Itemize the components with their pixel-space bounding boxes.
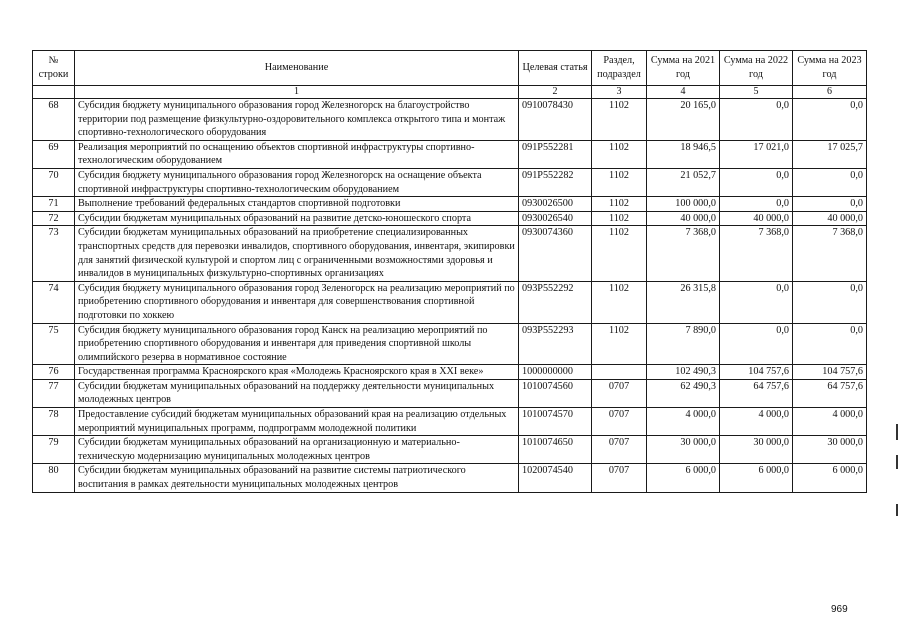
table-row: [33, 408, 867, 436]
scan-edge-mark: [896, 455, 898, 469]
row-sum-2021: 102 490,3: [647, 365, 720, 380]
row-section: 1102: [592, 281, 647, 323]
header-sum-2022: Сумма на 2022 год: [720, 51, 793, 86]
header-target-code: Целевая статья: [519, 51, 592, 86]
row-section: 1102: [592, 99, 647, 141]
row-section: [592, 365, 647, 380]
row-name: Субсидии бюджетам муниципальных образований на приобретение специализированных транспортных средств для перевозки инвалидов, спортивного оборудования, инвентаря, экипировки для занятий физической культурой и спортом лиц с ограниченными возможностями здоровья и инвалидов в муниципальных физкультурно-спортивных организациях: [75, 226, 519, 281]
row-section: 1102: [592, 197, 647, 212]
table-row: [33, 281, 867, 323]
row-sum-2021: 62 490,3: [647, 379, 720, 407]
row-name: Субсидии бюджетам муниципальных образований на развитие системы патриотического воспитания в рамках деятельности муниципальных молодежных центров: [75, 464, 519, 492]
table-row: [33, 211, 867, 226]
row-sum-2023: 0,0: [793, 281, 867, 323]
row-sum-2023: 4 000,0: [793, 408, 867, 436]
row-sum-2021: 26 315,8: [647, 281, 720, 323]
row-sum-2022: 0,0: [720, 99, 793, 141]
row-target-code: 0910078430: [519, 99, 592, 141]
row-target-code: 1010074570: [519, 408, 592, 436]
row-number: 69: [33, 140, 75, 168]
row-section: 1102: [592, 211, 647, 226]
table-body: [33, 99, 867, 493]
table-row: [33, 140, 867, 168]
row-sum-2021: 20 165,0: [647, 99, 720, 141]
table-row: [33, 168, 867, 196]
table-row: [33, 323, 867, 365]
column-number: 3: [592, 86, 647, 99]
row-sum-2023: 6 000,0: [793, 464, 867, 492]
row-section: 0707: [592, 379, 647, 407]
row-sum-2021: 40 000,0: [647, 211, 720, 226]
row-section: 1102: [592, 226, 647, 281]
row-section: 0707: [592, 464, 647, 492]
table-row: [33, 99, 867, 141]
row-target-code: 093P552293: [519, 323, 592, 365]
row-target-code: 1010074650: [519, 436, 592, 464]
row-target-code: 091P552281: [519, 140, 592, 168]
row-number: 71: [33, 197, 75, 212]
row-section: 1102: [592, 168, 647, 196]
column-number: 6: [793, 86, 867, 99]
table-row: [33, 436, 867, 464]
row-section: 0707: [592, 436, 647, 464]
table-header-row: [33, 51, 867, 86]
table-row: [33, 226, 867, 281]
row-target-code: 0930074360: [519, 226, 592, 281]
row-sum-2023: 0,0: [793, 99, 867, 141]
row-sum-2023: 104 757,6: [793, 365, 867, 380]
row-target-code: 093P552292: [519, 281, 592, 323]
column-number: 5: [720, 86, 793, 99]
row-target-code: 1000000000: [519, 365, 592, 380]
row-sum-2022: 0,0: [720, 281, 793, 323]
row-sum-2022: 4 000,0: [720, 408, 793, 436]
row-number: 75: [33, 323, 75, 365]
row-name: Государственная программа Красноярского края «Молодежь Красноярского края в XXI веке»: [75, 365, 519, 380]
column-number: [33, 86, 75, 99]
table-row: [33, 379, 867, 407]
row-name: Субсидии бюджетам муниципальных образований на развитие детско-юношеского спорта: [75, 211, 519, 226]
row-number: 80: [33, 464, 75, 492]
header-name: Наименование: [75, 51, 519, 86]
row-sum-2021: 100 000,0: [647, 197, 720, 212]
row-sum-2021: 30 000,0: [647, 436, 720, 464]
row-number: 79: [33, 436, 75, 464]
budget-sheet: [32, 50, 866, 493]
row-name: Предоставление субсидий бюджетам муниципальных образований края на реализацию отдельных мероприятий муниципальных программ, подпрограмм молодежной политики: [75, 408, 519, 436]
row-sum-2022: 7 368,0: [720, 226, 793, 281]
row-target-code: 1020074540: [519, 464, 592, 492]
row-sum-2022: 0,0: [720, 197, 793, 212]
row-sum-2022: 30 000,0: [720, 436, 793, 464]
row-name: Выполнение требований федеральных стандартов спортивной подготовки: [75, 197, 519, 212]
row-sum-2022: 40 000,0: [720, 211, 793, 226]
row-section: 1102: [592, 323, 647, 365]
row-number: 77: [33, 379, 75, 407]
column-number: 2: [519, 86, 592, 99]
row-sum-2023: 0,0: [793, 323, 867, 365]
row-sum-2023: 64 757,6: [793, 379, 867, 407]
header-sum-2023: Сумма на 2023 год: [793, 51, 867, 86]
row-sum-2023: 0,0: [793, 197, 867, 212]
row-sum-2021: 6 000,0: [647, 464, 720, 492]
row-name: Субсидия бюджету муниципального образования город Зеленогорск на реализацию мероприятий по приобретению спортивного оборудования и инвентаря для совершенствования спортивной подготовки по хоккею: [75, 281, 519, 323]
row-sum-2021: 21 052,7: [647, 168, 720, 196]
row-sum-2021: 4 000,0: [647, 408, 720, 436]
row-sum-2023: 7 368,0: [793, 226, 867, 281]
row-sum-2023: 17 025,7: [793, 140, 867, 168]
scan-edge-mark: [896, 504, 898, 516]
header-sum-2021: Сумма на 2021 год: [647, 51, 720, 86]
column-number-row: [33, 86, 867, 99]
row-number: 72: [33, 211, 75, 226]
row-number: 76: [33, 365, 75, 380]
row-sum-2021: 7 368,0: [647, 226, 720, 281]
row-target-code: 1010074560: [519, 379, 592, 407]
row-name: Субсидия бюджету муниципального образования город Железногорск на благоустройство территории под размещение физкультурно-оздоровительного комплекса открытого типа и монтаж спортивно-технологического оборудования: [75, 99, 519, 141]
row-target-code: 0930026540: [519, 211, 592, 226]
row-number: 68: [33, 99, 75, 141]
row-number: 78: [33, 408, 75, 436]
row-number: 74: [33, 281, 75, 323]
row-target-code: 0930026500: [519, 197, 592, 212]
header-row-number: № строки: [33, 51, 75, 86]
row-sum-2022: 0,0: [720, 323, 793, 365]
row-sum-2023: 0,0: [793, 168, 867, 196]
row-name: Реализация мероприятий по оснащению объектов спортивной инфраструктуры спортивно-технологическим оборудованием: [75, 140, 519, 168]
row-number: 70: [33, 168, 75, 196]
budget-table: [32, 50, 867, 493]
row-sum-2022: 104 757,6: [720, 365, 793, 380]
row-section: 1102: [592, 140, 647, 168]
row-number: 73: [33, 226, 75, 281]
row-sum-2023: 30 000,0: [793, 436, 867, 464]
row-name: Субсидии бюджетам муниципальных образований на поддержку деятельности муниципальных молодежных центров: [75, 379, 519, 407]
column-number: 4: [647, 86, 720, 99]
row-target-code: 091P552282: [519, 168, 592, 196]
row-sum-2021: 7 890,0: [647, 323, 720, 365]
row-sum-2022: 64 757,6: [720, 379, 793, 407]
row-name: Субсидия бюджету муниципального образования город Железногорск на оснащение объекта спортивной инфраструктуры спортивно-технологическим оборудованием: [75, 168, 519, 196]
row-name: Субсидии бюджетам муниципальных образований на организационную и материально-техническую модернизацию муниципальных молодежных центров: [75, 436, 519, 464]
row-sum-2022: 17 021,0: [720, 140, 793, 168]
scan-edge-mark: [896, 424, 898, 440]
row-section: 0707: [592, 408, 647, 436]
header-section: Раздел, подраздел: [592, 51, 647, 86]
row-sum-2021: 18 946,5: [647, 140, 720, 168]
column-number: 1: [75, 86, 519, 99]
row-sum-2023: 40 000,0: [793, 211, 867, 226]
table-row: [33, 197, 867, 212]
row-sum-2022: 0,0: [720, 168, 793, 196]
page-number: 969: [831, 604, 848, 615]
row-name: Субсидия бюджету муниципального образования город Канск на реализацию мероприятий по приобретению спортивного оборудования и инвентаря для приведения спортивной школы олимпийского резерва в нормативное состояние: [75, 323, 519, 365]
table-row: [33, 365, 867, 380]
table-row: [33, 464, 867, 492]
row-sum-2022: 6 000,0: [720, 464, 793, 492]
